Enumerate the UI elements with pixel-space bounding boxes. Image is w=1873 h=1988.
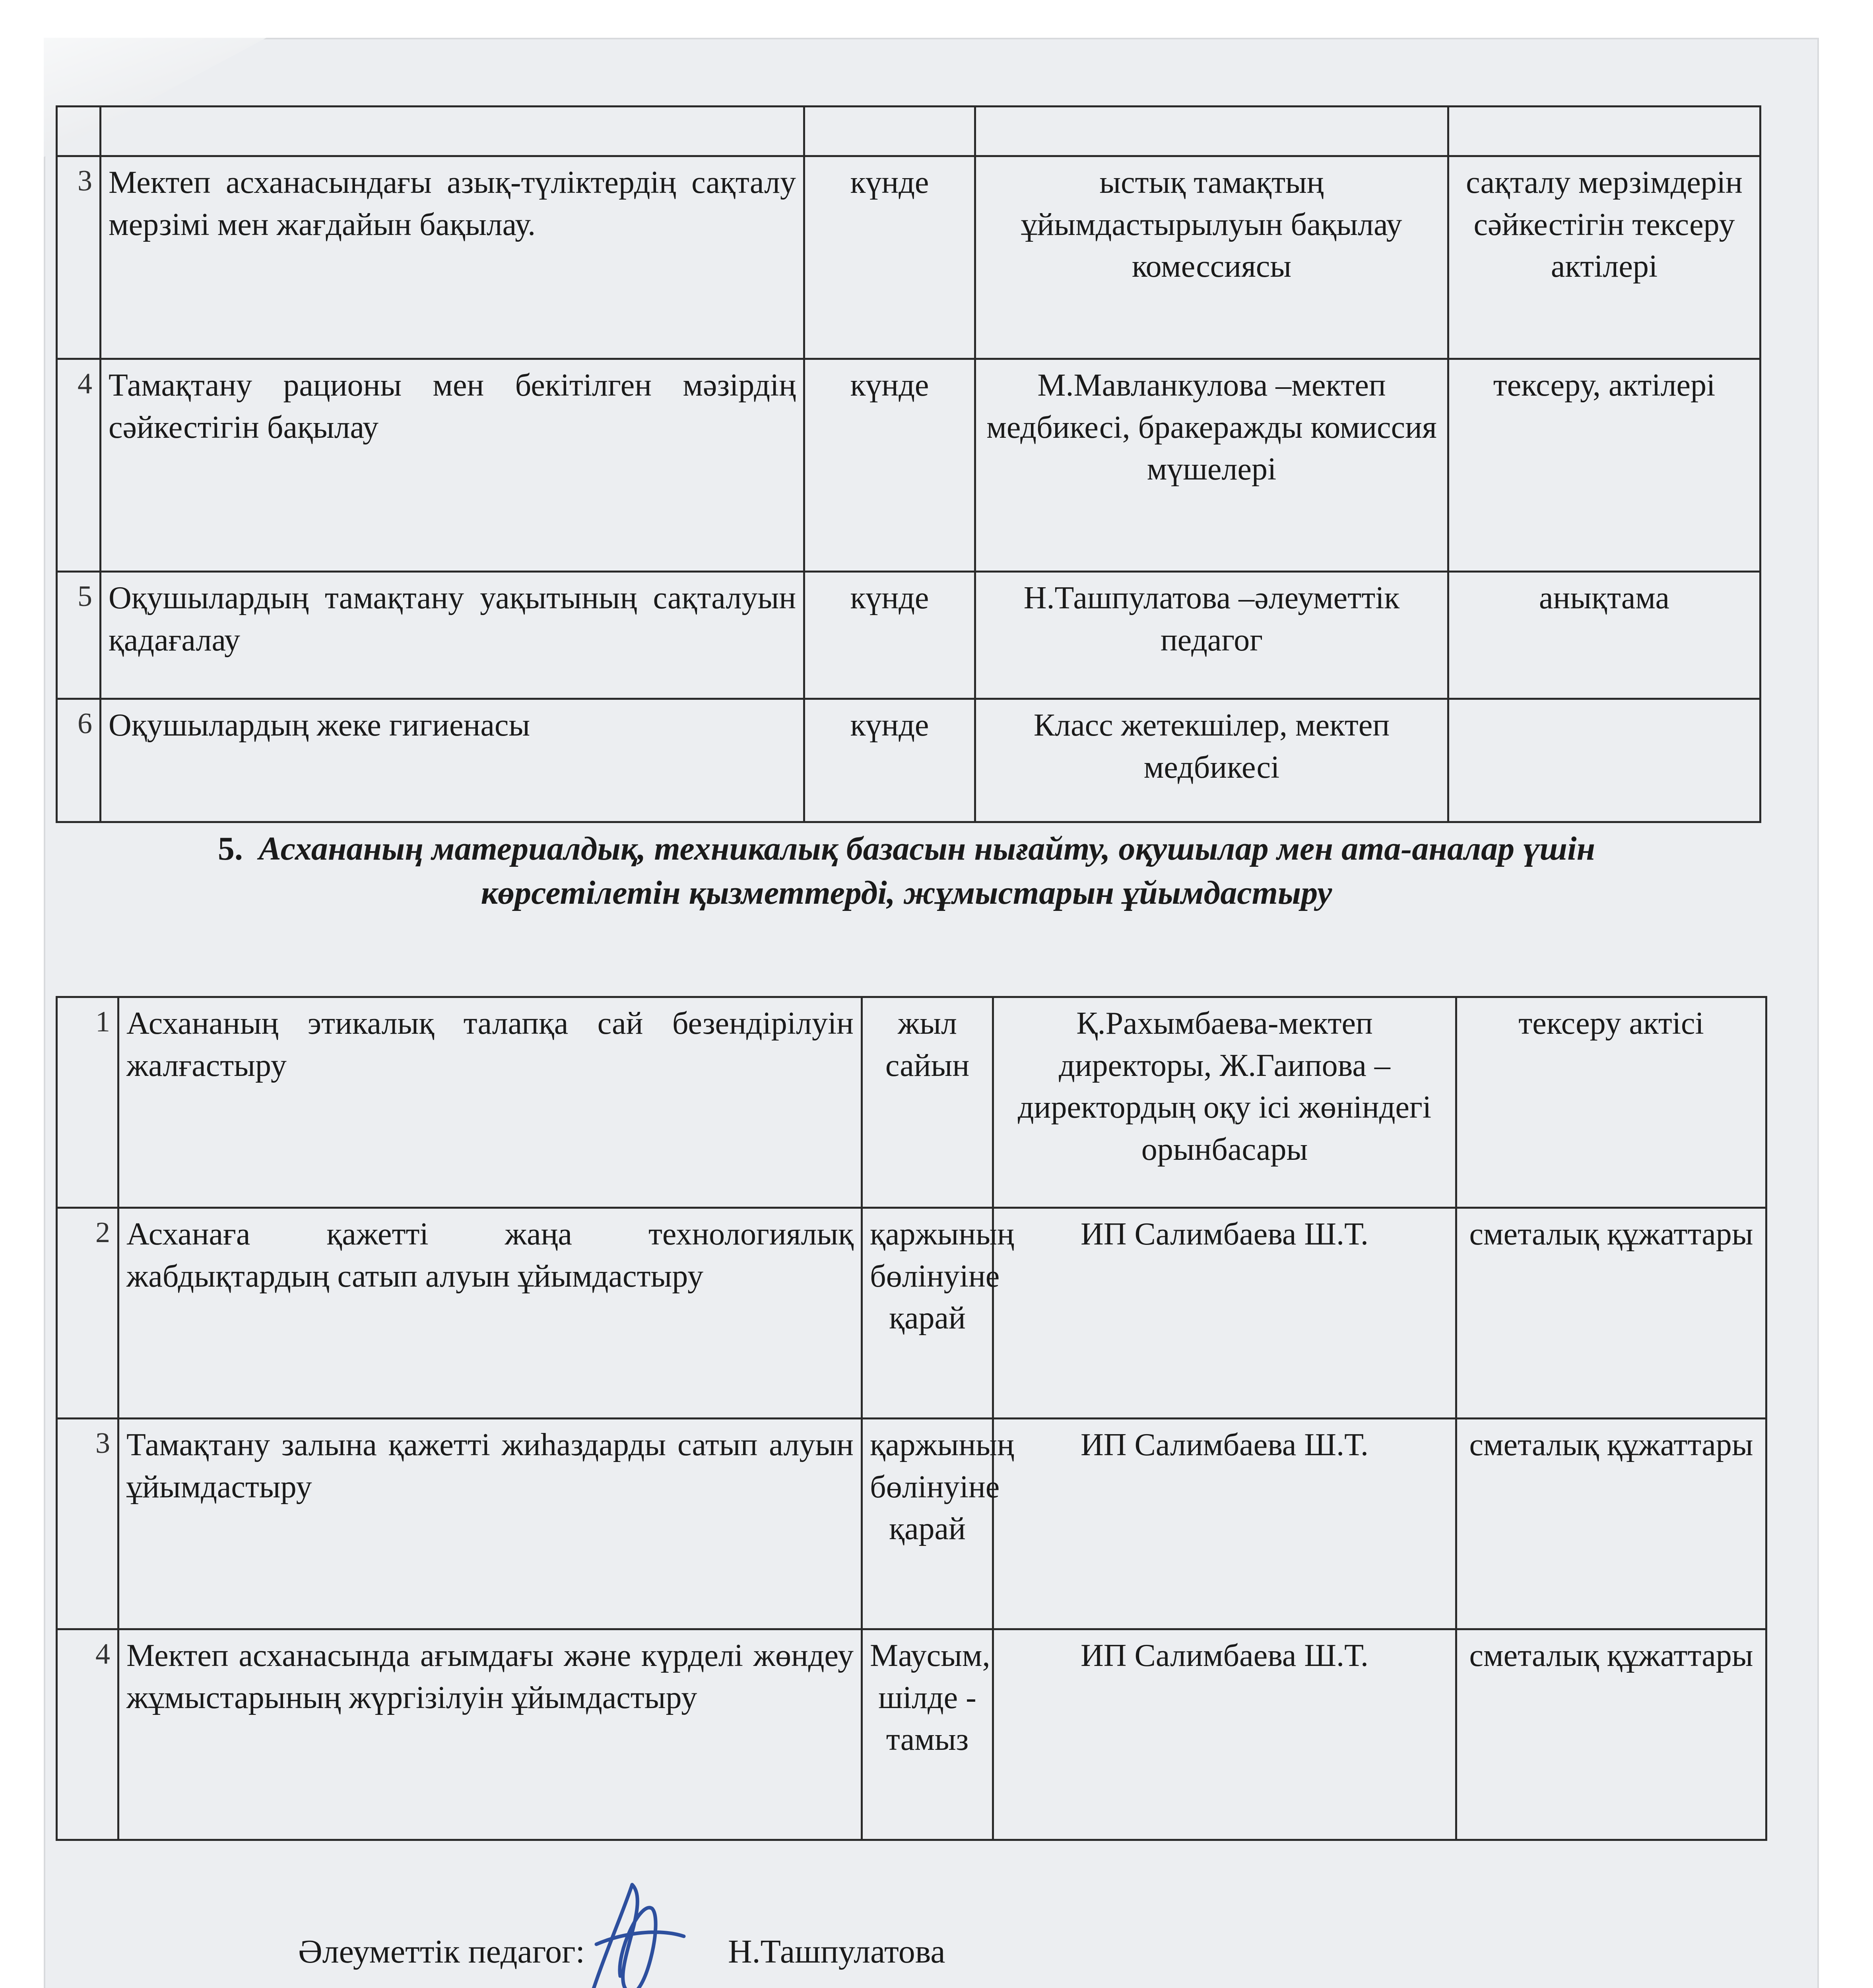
signatory-role: Әлеуметтік педагог: <box>298 1933 585 1970</box>
activity-cell: Оқушылардың тамақтану уақытының сақталуын қадағалау <box>101 572 804 699</box>
result-cell: сметалық құжаттары <box>1456 1629 1766 1840</box>
responsible-cell: Н.Ташпулатова –әлеуметтік педагог <box>975 572 1448 699</box>
table-header-row-blank <box>57 107 1760 156</box>
responsible-cell: Класс жетекшілер, мектеп медбикесі <box>975 699 1448 822</box>
result-cell: тексеру, актілері <box>1448 359 1760 572</box>
period-cell: қаржының бөлінуіне қарай <box>862 1419 993 1629</box>
section-number: 5. <box>217 830 243 867</box>
activity-cell: Мектеп асханасындағы азық-түліктердің сақталу мерзімі мен жағдайын бақылау. <box>101 156 804 359</box>
period-cell: күнде <box>804 572 975 699</box>
table-row <box>57 1419 1766 1629</box>
responsible-cell: М.Мавланкулова –мектеп медбикесі, бракеражды комиссия мүшелері <box>975 359 1448 572</box>
result-cell <box>1448 699 1760 822</box>
table-row <box>57 1208 1766 1419</box>
section-title: Асхананың материалдық, техникалық базасын нығайту, оқушылар мен ата-аналар үшін көрсетілетін қызметтерді, жұмыстарын ұйымдастыру <box>258 830 1595 911</box>
result-cell: сақталу мерзімдерін сәйкестігін тексеру актілері <box>1448 156 1760 359</box>
activity-cell: Оқушылардың жеке гигиенасы <box>101 699 804 822</box>
period-cell: жыл сайын <box>862 997 993 1208</box>
row-number: 4 <box>57 359 101 572</box>
period-cell: қаржының бөлінуіне қарай <box>862 1208 993 1419</box>
activity-cell: Мектеп асханасында ағымдағы және күрделі жөндеу жұмыстарының жүргізілуін ұйымдастыру <box>118 1629 862 1840</box>
row-number: 5 <box>57 572 101 699</box>
result-cell: тексеру актісі <box>1456 997 1766 1208</box>
period-cell: Маусым, шілде - тамыз <box>862 1629 993 1840</box>
responsible-cell: ыстық тамақтың ұйымдастырылуын бақылау комессиясы <box>975 156 1448 359</box>
responsible-cell: ИП Салимбаева Ш.Т. <box>993 1629 1456 1840</box>
plan-table-bottom <box>56 996 1767 1841</box>
activity-cell: Тамақтану залына қажетті жиһаздарды сатып алуын ұйымдастыру <box>118 1419 862 1629</box>
result-cell: сметалық құжаттары <box>1456 1208 1766 1419</box>
table-row <box>57 997 1766 1208</box>
activity-cell: Асхананың этикалық талапқа сай безендірілуін жалғастыру <box>118 997 862 1208</box>
result-cell: сметалық құжаттары <box>1456 1419 1766 1629</box>
responsible-cell: ИП Салимбаева Ш.Т. <box>993 1208 1456 1419</box>
activity-cell: Тамақтану рационы мен бекітілген мәзірдің сәйкестігін бақылау <box>101 359 804 572</box>
row-number: 6 <box>57 699 101 822</box>
table-row <box>57 572 1760 699</box>
section-heading <box>131 827 1682 915</box>
handwritten-signature <box>573 1873 692 1988</box>
table-row <box>57 1629 1766 1840</box>
period-cell: күнде <box>804 359 975 572</box>
row-number: 2 <box>57 1208 118 1419</box>
responsible-cell: Қ.Рахымбаева-мектеп директоры, Ж.Гаипова – директордың оқу ісі жөніндегі орынбасары <box>993 997 1456 1208</box>
activity-cell: Асханаға қажетті жаңа технологиялық жабдықтардың сатып алуын ұйымдастыру <box>118 1208 862 1419</box>
plan-table-top <box>56 105 1761 823</box>
result-cell: анықтама <box>1448 572 1760 699</box>
period-cell: күнде <box>804 156 975 359</box>
period-cell: күнде <box>804 699 975 822</box>
signatory-name: Н.Ташпулатова <box>728 1933 945 1970</box>
row-number: 4 <box>57 1629 118 1840</box>
table-row <box>57 359 1760 572</box>
row-number: 3 <box>57 1419 118 1629</box>
row-number: 3 <box>57 156 101 359</box>
row-number: 1 <box>57 997 118 1208</box>
responsible-cell: ИП Салимбаева Ш.Т. <box>993 1419 1456 1629</box>
table-row <box>57 156 1760 359</box>
table-row <box>57 699 1760 822</box>
